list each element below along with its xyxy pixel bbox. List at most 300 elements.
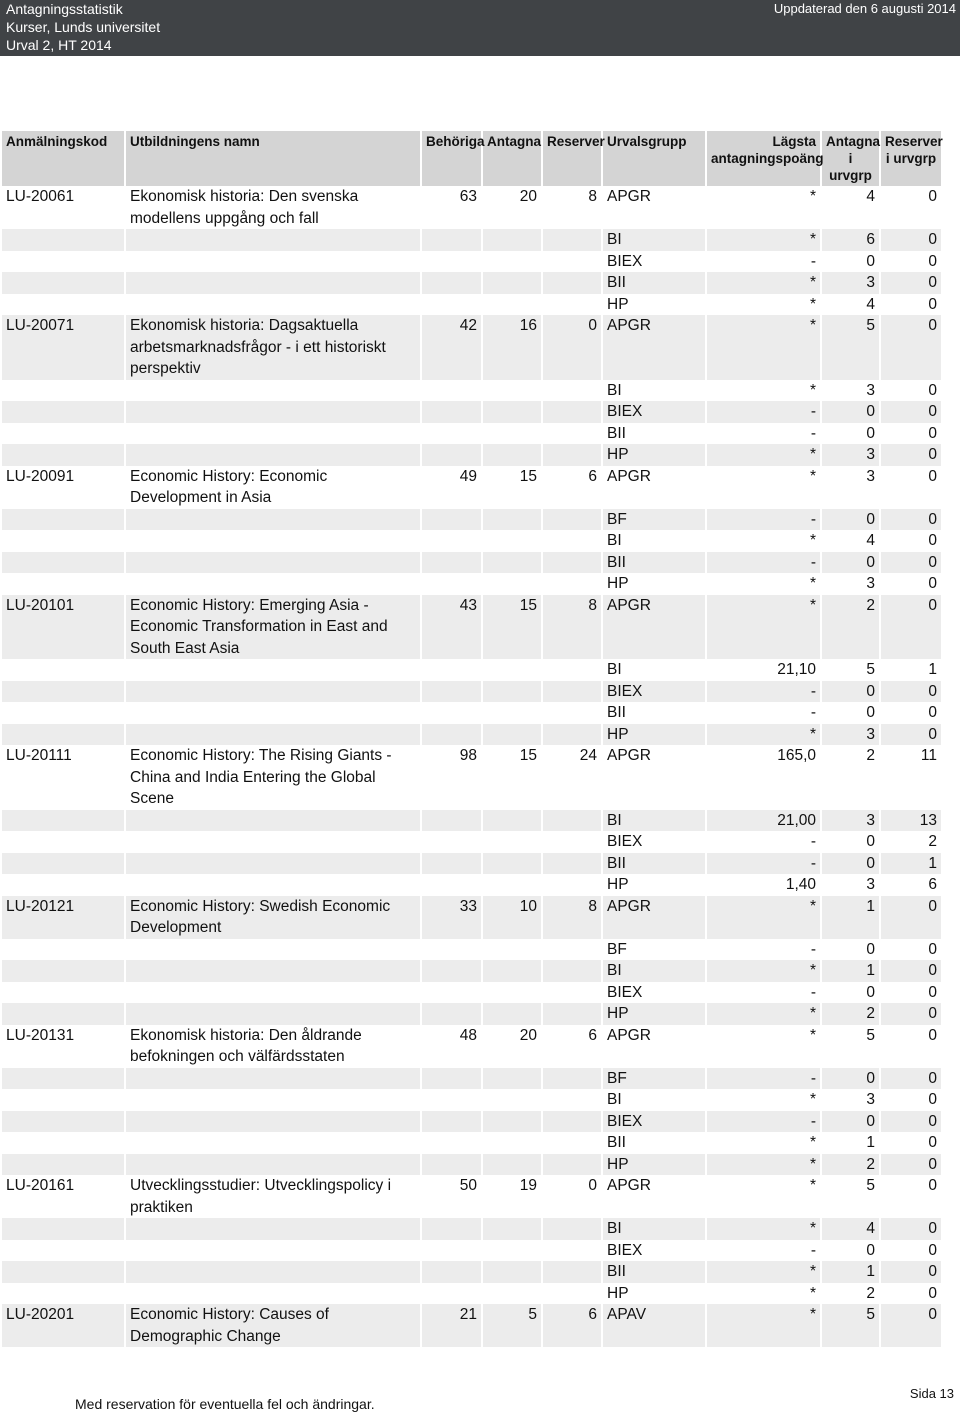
- empty-cell: [483, 724, 541, 746]
- empty-cell: [483, 509, 541, 531]
- antagna-urvgrp-value: 2: [866, 747, 875, 764]
- group-row: [2, 982, 941, 1004]
- empty-cell: [2, 1111, 124, 1133]
- antagna-value: 10: [483, 896, 541, 939]
- lagsta-poang-value: *: [809, 532, 816, 549]
- lagsta-poang-value: -: [810, 1241, 816, 1259]
- reserver-urvgrp-value: 6: [928, 876, 937, 893]
- group-row: [2, 1218, 941, 1240]
- empty-cell: [422, 444, 481, 466]
- reserver-value: 0: [588, 1177, 597, 1194]
- empty-cell: [2, 1261, 124, 1283]
- empty-cell: [126, 380, 420, 402]
- reserver-urvgrp-value: 0: [881, 229, 941, 251]
- urvalsgrupp-value: HP: [607, 876, 629, 893]
- empty-cell: [543, 831, 601, 853]
- empty-cell: [543, 724, 601, 746]
- empty-cell: [483, 272, 541, 294]
- urvalsgrupp-value: BII: [603, 552, 705, 574]
- antagna-urvgrp-value: 0: [822, 552, 879, 574]
- report-subtitle: Kurser, Lunds universitet: [6, 19, 161, 35]
- empty-cell: [543, 960, 601, 982]
- antagna-value: 15: [519, 747, 537, 764]
- reserver-urvgrp-value: 0: [881, 1154, 941, 1176]
- group-row: [2, 659, 941, 681]
- empty-cell: [2, 444, 124, 466]
- group-row: [2, 702, 941, 724]
- empty-cell: [126, 960, 420, 982]
- lagsta-poang-value: *: [809, 295, 816, 313]
- empty-cell: [483, 810, 541, 832]
- antagna-urvgrp-value: 4: [822, 1218, 879, 1240]
- antagna-urvgrp-value: 3: [866, 381, 875, 399]
- course-code: LU-20161: [6, 1177, 75, 1194]
- reserver-value: 8: [543, 896, 601, 939]
- reserver-urvgrp-value: 0: [881, 595, 941, 660]
- urvalsgrupp-value: BIEX: [603, 401, 705, 423]
- urvalsgrupp-value: APGR: [603, 595, 705, 660]
- empty-cell: [543, 1089, 601, 1111]
- empty-cell: [2, 960, 124, 982]
- empty-cell: [2, 1132, 124, 1154]
- urvalsgrupp-value: HP: [607, 575, 629, 592]
- empty-cell: [126, 1218, 420, 1240]
- lagsta-poang-value: *: [809, 1026, 816, 1044]
- empty-cell: [543, 380, 601, 402]
- empty-cell: [2, 939, 124, 961]
- antagna-urvgrp-value: 0: [822, 681, 879, 703]
- empty-cell: [422, 380, 481, 402]
- reserver-urvgrp-value: 1: [928, 661, 937, 678]
- empty-cell: [422, 552, 481, 574]
- behoriga-value: 21: [422, 1304, 481, 1347]
- urvalsgrupp-value: BI: [603, 229, 705, 251]
- antagna-urvgrp-value: 2: [822, 595, 879, 660]
- empty-cell: [422, 831, 481, 853]
- group-row: [2, 939, 941, 961]
- course-row: [2, 896, 941, 939]
- empty-cell: [543, 853, 601, 875]
- empty-cell: [126, 229, 420, 251]
- reserver-urvgrp-value: 0: [928, 1091, 937, 1108]
- urvalsgrupp-value: BIEX: [603, 681, 705, 703]
- antagna-urvgrp-value: 0: [866, 1241, 875, 1259]
- urvalsgrupp-value: BI: [603, 1218, 705, 1240]
- course-name: Economic History: Causes of Demographic Change: [126, 1304, 420, 1347]
- empty-cell: [543, 810, 601, 832]
- empty-cell: [126, 681, 420, 703]
- empty-cell: [126, 1154, 420, 1176]
- urvalsgrupp-value: BF: [603, 509, 705, 531]
- empty-cell: [422, 702, 481, 724]
- urvalsgrupp-value: BI: [607, 661, 622, 678]
- reserver-urvgrp-value: 13: [881, 810, 941, 832]
- empty-cell: [483, 552, 541, 574]
- empty-cell: [543, 444, 601, 466]
- antagna-urvgrp-value: 6: [822, 229, 879, 251]
- urvalsgrupp-value: HP: [603, 724, 705, 746]
- reserver-value: 6: [588, 1026, 597, 1044]
- urvalsgrupp-value: BF: [607, 940, 627, 958]
- behoriga-value: 33: [422, 896, 481, 939]
- group-row: [2, 272, 941, 294]
- reserver-value: 6: [588, 467, 597, 485]
- antagna-urvgrp-value: 1: [822, 896, 879, 939]
- course-row: [2, 466, 941, 509]
- empty-cell: [2, 1003, 124, 1025]
- behoriga-value: 98: [459, 747, 477, 764]
- group-row: [2, 530, 941, 552]
- empty-cell: [483, 681, 541, 703]
- empty-cell: [483, 1068, 541, 1090]
- empty-cell: [2, 1154, 124, 1176]
- urvalsgrupp-value: BIEX: [607, 833, 643, 850]
- group-row: [2, 1003, 941, 1025]
- behoriga-value: 63: [459, 188, 477, 205]
- group-row: [2, 724, 941, 746]
- empty-cell: [126, 1132, 420, 1154]
- empty-cell: [422, 272, 481, 294]
- empty-cell: [483, 1283, 541, 1305]
- empty-cell: [543, 702, 601, 724]
- empty-cell: [543, 1132, 601, 1154]
- group-row: [2, 810, 941, 832]
- empty-cell: [2, 659, 124, 681]
- reserver-urvgrp-value: 0: [881, 724, 941, 746]
- empty-cell: [422, 294, 481, 316]
- empty-cell: [2, 380, 124, 402]
- urvalsgrupp-value: BI: [607, 381, 622, 399]
- group-row: [2, 1261, 941, 1283]
- empty-cell: [422, 1154, 481, 1176]
- empty-cell: [126, 1003, 420, 1025]
- empty-cell: [543, 423, 601, 445]
- urvalsgrupp-value: HP: [603, 1003, 705, 1025]
- antagna-value: 20: [519, 188, 537, 205]
- lagsta-poang-value: *: [707, 1003, 820, 1025]
- course-name: Ekonomisk historia: Den svenska modellens uppgång och fall: [130, 188, 359, 227]
- empty-cell: [2, 702, 124, 724]
- empty-cell: [422, 1132, 481, 1154]
- empty-cell: [422, 853, 481, 875]
- report-round: Urval 2, HT 2014: [6, 37, 112, 53]
- reserver-urvgrp-value: 0: [881, 272, 941, 294]
- group-row: [2, 380, 941, 402]
- empty-cell: [483, 982, 541, 1004]
- group-row: [2, 573, 941, 595]
- empty-cell: [126, 1240, 420, 1262]
- antagna-urvgrp-value: 5: [866, 661, 875, 678]
- reserver-urvgrp-value: 0: [928, 532, 937, 549]
- empty-cell: [483, 1132, 541, 1154]
- antagna-urvgrp-value: 2: [822, 1154, 879, 1176]
- reserver-urvgrp-value: 0: [881, 1111, 941, 1133]
- urvalsgrupp-value: HP: [607, 1284, 629, 1302]
- urvalsgrupp-value: BII: [607, 424, 626, 442]
- empty-cell: [543, 1068, 601, 1090]
- urvalsgrupp-value: APGR: [607, 747, 651, 764]
- group-row: [2, 401, 941, 423]
- urvalsgrupp-value: BII: [607, 704, 626, 721]
- lagsta-poang-value: -: [707, 552, 820, 574]
- antagna-urvgrp-value: 0: [822, 509, 879, 531]
- group-row: [2, 1154, 941, 1176]
- course-row: [2, 1025, 941, 1068]
- antagna-value: 16: [483, 315, 541, 380]
- course-name: Ekonomisk historia: Dagsaktuella arbetsmarknadsfrågor - i ett historiskt perspektiv: [126, 315, 420, 380]
- empty-cell: [126, 251, 420, 273]
- course-code: LU-20101: [2, 595, 124, 660]
- empty-cell: [483, 1154, 541, 1176]
- empty-cell: [126, 874, 420, 896]
- lagsta-poang-value: *: [809, 1284, 816, 1302]
- antagna-urvgrp-value: 0: [822, 401, 879, 423]
- reserver-urvgrp-value: 0: [881, 444, 941, 466]
- group-row: [2, 251, 941, 273]
- antagna-urvgrp-value: 3: [866, 876, 875, 893]
- empty-cell: [483, 831, 541, 853]
- empty-cell: [126, 272, 420, 294]
- antagna-urvgrp-value: 0: [866, 833, 875, 850]
- urvalsgrupp-value: HP: [603, 444, 705, 466]
- lagsta-poang-value: 165,0: [777, 747, 816, 764]
- antagna-urvgrp-value: 3: [866, 575, 875, 592]
- empty-cell: [2, 1218, 124, 1240]
- antagna-urvgrp-value: 0: [866, 940, 875, 958]
- empty-cell: [422, 982, 481, 1004]
- empty-cell: [422, 530, 481, 552]
- reserver-urvgrp-value: 0: [881, 1218, 941, 1240]
- empty-cell: [2, 982, 124, 1004]
- reserver-urvgrp-value: 0: [928, 1026, 937, 1044]
- reserver-urvgrp-value: 0: [928, 1134, 937, 1151]
- group-row: [2, 294, 941, 316]
- antagna-urvgrp-value: 4: [866, 188, 875, 205]
- empty-cell: [422, 1111, 481, 1133]
- empty-cell: [422, 724, 481, 746]
- col-antagna: Antagna: [483, 131, 541, 186]
- lagsta-poang-value: -: [707, 509, 820, 531]
- reserver-urvgrp-value: 0: [881, 401, 941, 423]
- empty-cell: [422, 251, 481, 273]
- report-title: Antagningsstatistik: [6, 1, 123, 17]
- antagna-urvgrp-value: 2: [822, 1003, 879, 1025]
- antagna-urvgrp-value: 5: [822, 1304, 879, 1347]
- empty-cell: [422, 960, 481, 982]
- lagsta-poang-value: *: [707, 1304, 820, 1347]
- empty-cell: [2, 874, 124, 896]
- urvalsgrupp-value: APGR: [607, 1177, 651, 1194]
- empty-cell: [2, 831, 124, 853]
- empty-cell: [483, 1111, 541, 1133]
- empty-cell: [2, 552, 124, 574]
- empty-cell: [126, 659, 420, 681]
- lagsta-poang-value: -: [707, 853, 820, 875]
- reserver-urvgrp-value: 0: [881, 960, 941, 982]
- col-lagsta-antagningspoang: Lägsta antagningspoäng: [707, 131, 820, 186]
- group-row: [2, 960, 941, 982]
- course-name: Ekonomisk historia: Den åldrande befokningen och välfärdsstaten: [130, 1026, 362, 1065]
- lagsta-poang-value: *: [707, 1261, 820, 1283]
- empty-cell: [483, 401, 541, 423]
- col-utbildningens-namn: Utbildningens namn: [126, 131, 420, 186]
- reserver-urvgrp-value: 0: [928, 381, 937, 399]
- lagsta-poang-value: -: [810, 252, 816, 270]
- empty-cell: [126, 939, 420, 961]
- empty-cell: [543, 1111, 601, 1133]
- urvalsgrupp-value: BII: [603, 1261, 705, 1283]
- empty-cell: [126, 530, 420, 552]
- lagsta-poang-value: *: [707, 229, 820, 251]
- antagna-urvgrp-value: 4: [866, 295, 875, 313]
- lagsta-poang-value: *: [707, 315, 820, 380]
- reserver-urvgrp-value: 0: [881, 509, 941, 531]
- reserver-urvgrp-value: 0: [928, 467, 937, 485]
- group-row: [2, 1283, 941, 1305]
- antagna-urvgrp-value: 5: [866, 1177, 875, 1194]
- antagna-urvgrp-value: 1: [866, 1134, 875, 1151]
- reserver-urvgrp-value: 0: [928, 252, 937, 270]
- empty-cell: [126, 810, 420, 832]
- antagna-urvgrp-value: 3: [822, 810, 879, 832]
- group-row: [2, 423, 941, 445]
- antagna-urvgrp-value: 0: [866, 424, 875, 442]
- empty-cell: [126, 1283, 420, 1305]
- antagna-urvgrp-value: 3: [822, 272, 879, 294]
- empty-cell: [543, 1261, 601, 1283]
- reserver-value: 6: [543, 1304, 601, 1347]
- reserver-urvgrp-value: 0: [928, 1284, 937, 1302]
- empty-cell: [422, 229, 481, 251]
- course-row: [2, 186, 941, 229]
- lagsta-poang-value: -: [810, 704, 816, 721]
- empty-cell: [483, 251, 541, 273]
- group-row: [2, 831, 941, 853]
- course-code: LU-20201: [2, 1304, 124, 1347]
- empty-cell: [422, 810, 481, 832]
- antagna-value: 15: [519, 467, 537, 485]
- lagsta-poang-value: *: [707, 272, 820, 294]
- urvalsgrupp-value: APGR: [607, 467, 651, 485]
- lagsta-poang-value: -: [707, 401, 820, 423]
- lagsta-poang-value: *: [707, 724, 820, 746]
- empty-cell: [126, 423, 420, 445]
- lagsta-poang-value: -: [810, 940, 816, 958]
- antagna-urvgrp-value: 3: [822, 724, 879, 746]
- lagsta-poang-value: *: [809, 188, 816, 205]
- lagsta-poang-value: *: [809, 381, 816, 399]
- empty-cell: [543, 681, 601, 703]
- col-reserver: Reserver: [543, 131, 601, 186]
- empty-cell: [543, 552, 601, 574]
- table-header-row: [2, 131, 941, 186]
- empty-cell: [422, 1218, 481, 1240]
- empty-cell: [422, 1283, 481, 1305]
- course-name: Economic History: Emerging Asia - Economic Transformation in East and South East Asia: [126, 595, 420, 660]
- course-name: Economic History: Swedish Economic Development: [126, 896, 420, 939]
- empty-cell: [483, 939, 541, 961]
- urvalsgrupp-value: APAV: [603, 1304, 705, 1347]
- urvalsgrupp-value: BI: [607, 532, 622, 549]
- reserver-urvgrp-value: 0: [928, 983, 937, 1001]
- empty-cell: [422, 1003, 481, 1025]
- empty-cell: [543, 530, 601, 552]
- urvalsgrupp-value: BF: [603, 1068, 705, 1090]
- updated-date: Uppdaterad den 6 augusti 2014: [773, 1, 956, 16]
- empty-cell: [483, 294, 541, 316]
- empty-cell: [543, 573, 601, 595]
- empty-cell: [422, 939, 481, 961]
- reserver-urvgrp-value: 0: [928, 295, 937, 313]
- empty-cell: [422, 401, 481, 423]
- course-code: LU-20071: [2, 315, 124, 380]
- urvalsgrupp-value: APGR: [603, 896, 705, 939]
- antagna-urvgrp-value: 2: [866, 1284, 875, 1302]
- empty-cell: [126, 401, 420, 423]
- group-row: [2, 1240, 941, 1262]
- lagsta-poang-value: -: [810, 424, 816, 442]
- lagsta-poang-value: *: [707, 1218, 820, 1240]
- empty-cell: [483, 380, 541, 402]
- empty-cell: [126, 1068, 420, 1090]
- empty-cell: [126, 294, 420, 316]
- behoriga-value: 49: [459, 467, 477, 485]
- empty-cell: [543, 939, 601, 961]
- empty-cell: [2, 509, 124, 531]
- urvalsgrupp-value: APGR: [603, 315, 705, 380]
- group-row: [2, 1068, 941, 1090]
- antagna-urvgrp-value: 3: [866, 1091, 875, 1108]
- empty-cell: [483, 1218, 541, 1240]
- empty-cell: [543, 509, 601, 531]
- lagsta-poang-value: -: [707, 1111, 820, 1133]
- empty-cell: [543, 294, 601, 316]
- empty-cell: [126, 1089, 420, 1111]
- antagna-urvgrp-value: 1: [822, 960, 879, 982]
- lagsta-poang-value: *: [809, 467, 816, 485]
- lagsta-poang-value: -: [707, 1068, 820, 1090]
- antagna-value: 15: [483, 595, 541, 660]
- empty-cell: [543, 1154, 601, 1176]
- empty-cell: [126, 831, 420, 853]
- empty-cell: [422, 423, 481, 445]
- empty-cell: [483, 1261, 541, 1283]
- urvalsgrupp-value: BIEX: [607, 1241, 643, 1259]
- empty-cell: [543, 229, 601, 251]
- reserver-urvgrp-value: 0: [881, 681, 941, 703]
- antagna-urvgrp-value: 1: [822, 1261, 879, 1283]
- reserver-urvgrp-value: 0: [881, 896, 941, 939]
- urvalsgrupp-value: BI: [603, 960, 705, 982]
- group-row: [2, 1132, 941, 1154]
- reserver-urvgrp-value: 0: [881, 1068, 941, 1090]
- footer-note: Med reservation för eventuella fel och ändringar.: [75, 1396, 375, 1412]
- table-body: [2, 186, 941, 1347]
- empty-cell: [2, 1068, 124, 1090]
- empty-cell: [483, 229, 541, 251]
- empty-cell: [126, 573, 420, 595]
- reserver-urvgrp-value: 0: [928, 704, 937, 721]
- empty-cell: [126, 1261, 420, 1283]
- lagsta-poang-value: -: [810, 983, 816, 1001]
- lagsta-poang-value: *: [707, 444, 820, 466]
- urvalsgrupp-value: HP: [607, 295, 629, 313]
- report-header: [0, 0, 960, 56]
- reserver-urvgrp-value: 0: [928, 575, 937, 592]
- col-antagna-urvgrp: Antagna i urvgrp: [822, 131, 879, 186]
- behoriga-value: 48: [459, 1026, 477, 1044]
- empty-cell: [2, 272, 124, 294]
